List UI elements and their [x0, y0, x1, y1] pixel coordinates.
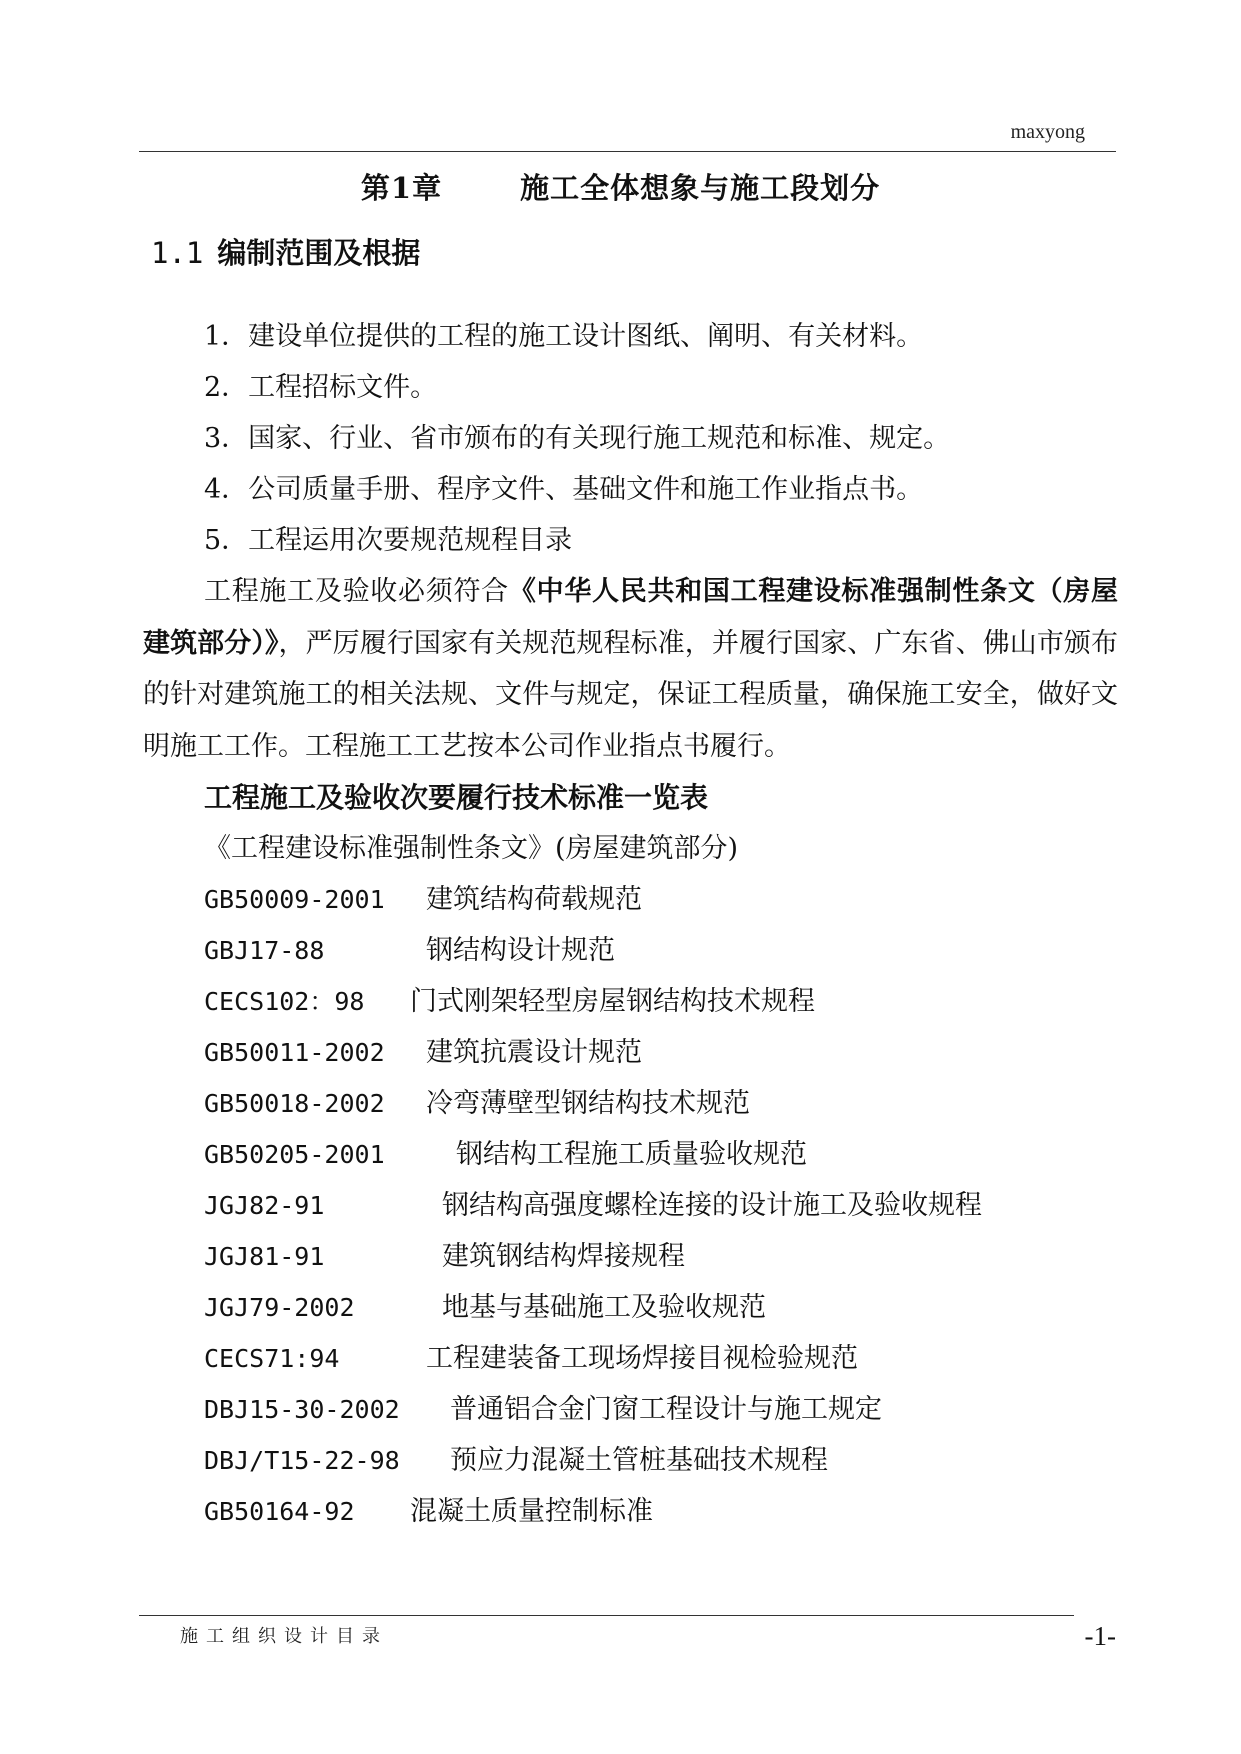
chapter-heading [0, 166, 1241, 207]
header-rule [139, 151, 1116, 152]
standard-code: CECS102：98 [204, 987, 365, 1016]
standard-title: 工程建装备工现场焊接目视检验规范 [426, 1343, 858, 1374]
standard-title: 地基与基础施工及验收规范 [442, 1292, 766, 1323]
standard-title: 普通铝合金门窗工程设计与施工规定 [450, 1394, 882, 1425]
standard-row [143, 1384, 1118, 1435]
paragraph-standard-title: 《中华人民共和国工程建设标准强制性条文（房屋建筑部分）》 [143, 576, 1118, 659]
standard-row [143, 1180, 1118, 1231]
page-number: -1- [1084, 1621, 1116, 1651]
compliance-paragraph [143, 566, 1118, 772]
standard-code: GB50009-2001 [204, 885, 385, 914]
standard-row [143, 1435, 1118, 1486]
document-body [143, 311, 1118, 1537]
standard-code: GB50011-2002 [204, 1038, 385, 1067]
standard-row [143, 874, 1118, 925]
standard-row [143, 1078, 1118, 1129]
standards-list [143, 874, 1118, 1537]
standard-title: 钢结构工程施工质量验收规范 [456, 1139, 807, 1170]
standard-title: 建筑结构荷载规范 [426, 884, 642, 915]
standard-code: JGJ81-91 [204, 1242, 325, 1271]
header-author: maxyong [1010, 121, 1085, 143]
standard-code: CECS71:94 [204, 1344, 340, 1373]
standard-code: GB50205-2001 [204, 1140, 385, 1169]
standard-title: 冷弯薄壁型钢结构技术规范 [426, 1088, 750, 1119]
standard-title: 钢结构高强度螺栓连接的设计施工及验收规程 [442, 1190, 982, 1221]
standard-code: DBJ15-30-2002 [204, 1395, 400, 1424]
section-number: 1.1 [151, 236, 204, 270]
basis-item: 1．建设单位提供的工程的施工设计图纸、阐明、有关材料。 [204, 321, 924, 352]
basis-item: 4．公司质量手册、程序文件、基础文件和施工作业指点书。 [204, 474, 924, 505]
section-heading [151, 231, 420, 272]
footer-rule [139, 1615, 1074, 1616]
standard-title: 混凝土质量控制标准 [410, 1496, 653, 1527]
standard-row [143, 1486, 1118, 1537]
standards-intro: 《工程建设标准强制性条文》(房屋建筑部分) [204, 833, 739, 864]
footer-title: 施工组织设计目录 [180, 1626, 388, 1647]
standard-code: JGJ82-91 [204, 1191, 325, 1220]
chapter-number: 第1章 [360, 171, 443, 205]
standard-row [143, 1282, 1118, 1333]
standard-title: 预应力混凝土管桩基础技术规程 [450, 1445, 828, 1476]
standard-row [143, 1027, 1118, 1078]
standard-title: 门式刚架轻型房屋钢结构技术规程 [410, 986, 815, 1017]
basis-item: 2．工程招标文件。 [204, 372, 438, 403]
standard-row [143, 1129, 1118, 1180]
basis-item: 5．工程运用次要规范规程目录 [204, 525, 573, 556]
standards-table-heading: 工程施工及验收次要履行技术标准一览表 [204, 781, 709, 814]
standard-row [143, 976, 1118, 1027]
standard-code: DBJ/T15-22-98 [204, 1446, 400, 1475]
standard-row [143, 1333, 1118, 1384]
standard-title: 钢结构设计规范 [426, 935, 615, 966]
section-title: 编制范围及根据 [217, 236, 421, 270]
standard-title: 建筑钢结构焊接规程 [442, 1241, 685, 1272]
standard-row [143, 925, 1118, 976]
basis-item: 3．国家、行业、省市颁布的有关现行施工规范和标准、规定。 [204, 423, 951, 454]
standard-title: 建筑抗震设计规范 [426, 1037, 642, 1068]
standard-row [143, 1231, 1118, 1282]
standard-code: GBJ17-88 [204, 936, 325, 965]
paragraph-rest: ，严厉履行国家有关规范规程标准，并履行国家、广东省、佛山市颁布的针对建筑施工的相关法规、文件与规定，保证工程质量，确保施工安全，做好文明施工工作。工程施工工艺按本公司作业指点书履行。 [143, 627, 1118, 762]
standard-code: JGJ79-2002 [204, 1293, 355, 1322]
paragraph-lead: 工程施工及验收必须符合 [204, 576, 509, 607]
chapter-title: 施工全体想象与施工段划分 [520, 171, 881, 205]
standard-code: GB50018-2002 [204, 1089, 385, 1118]
standard-code: GB50164-92 [204, 1497, 355, 1526]
